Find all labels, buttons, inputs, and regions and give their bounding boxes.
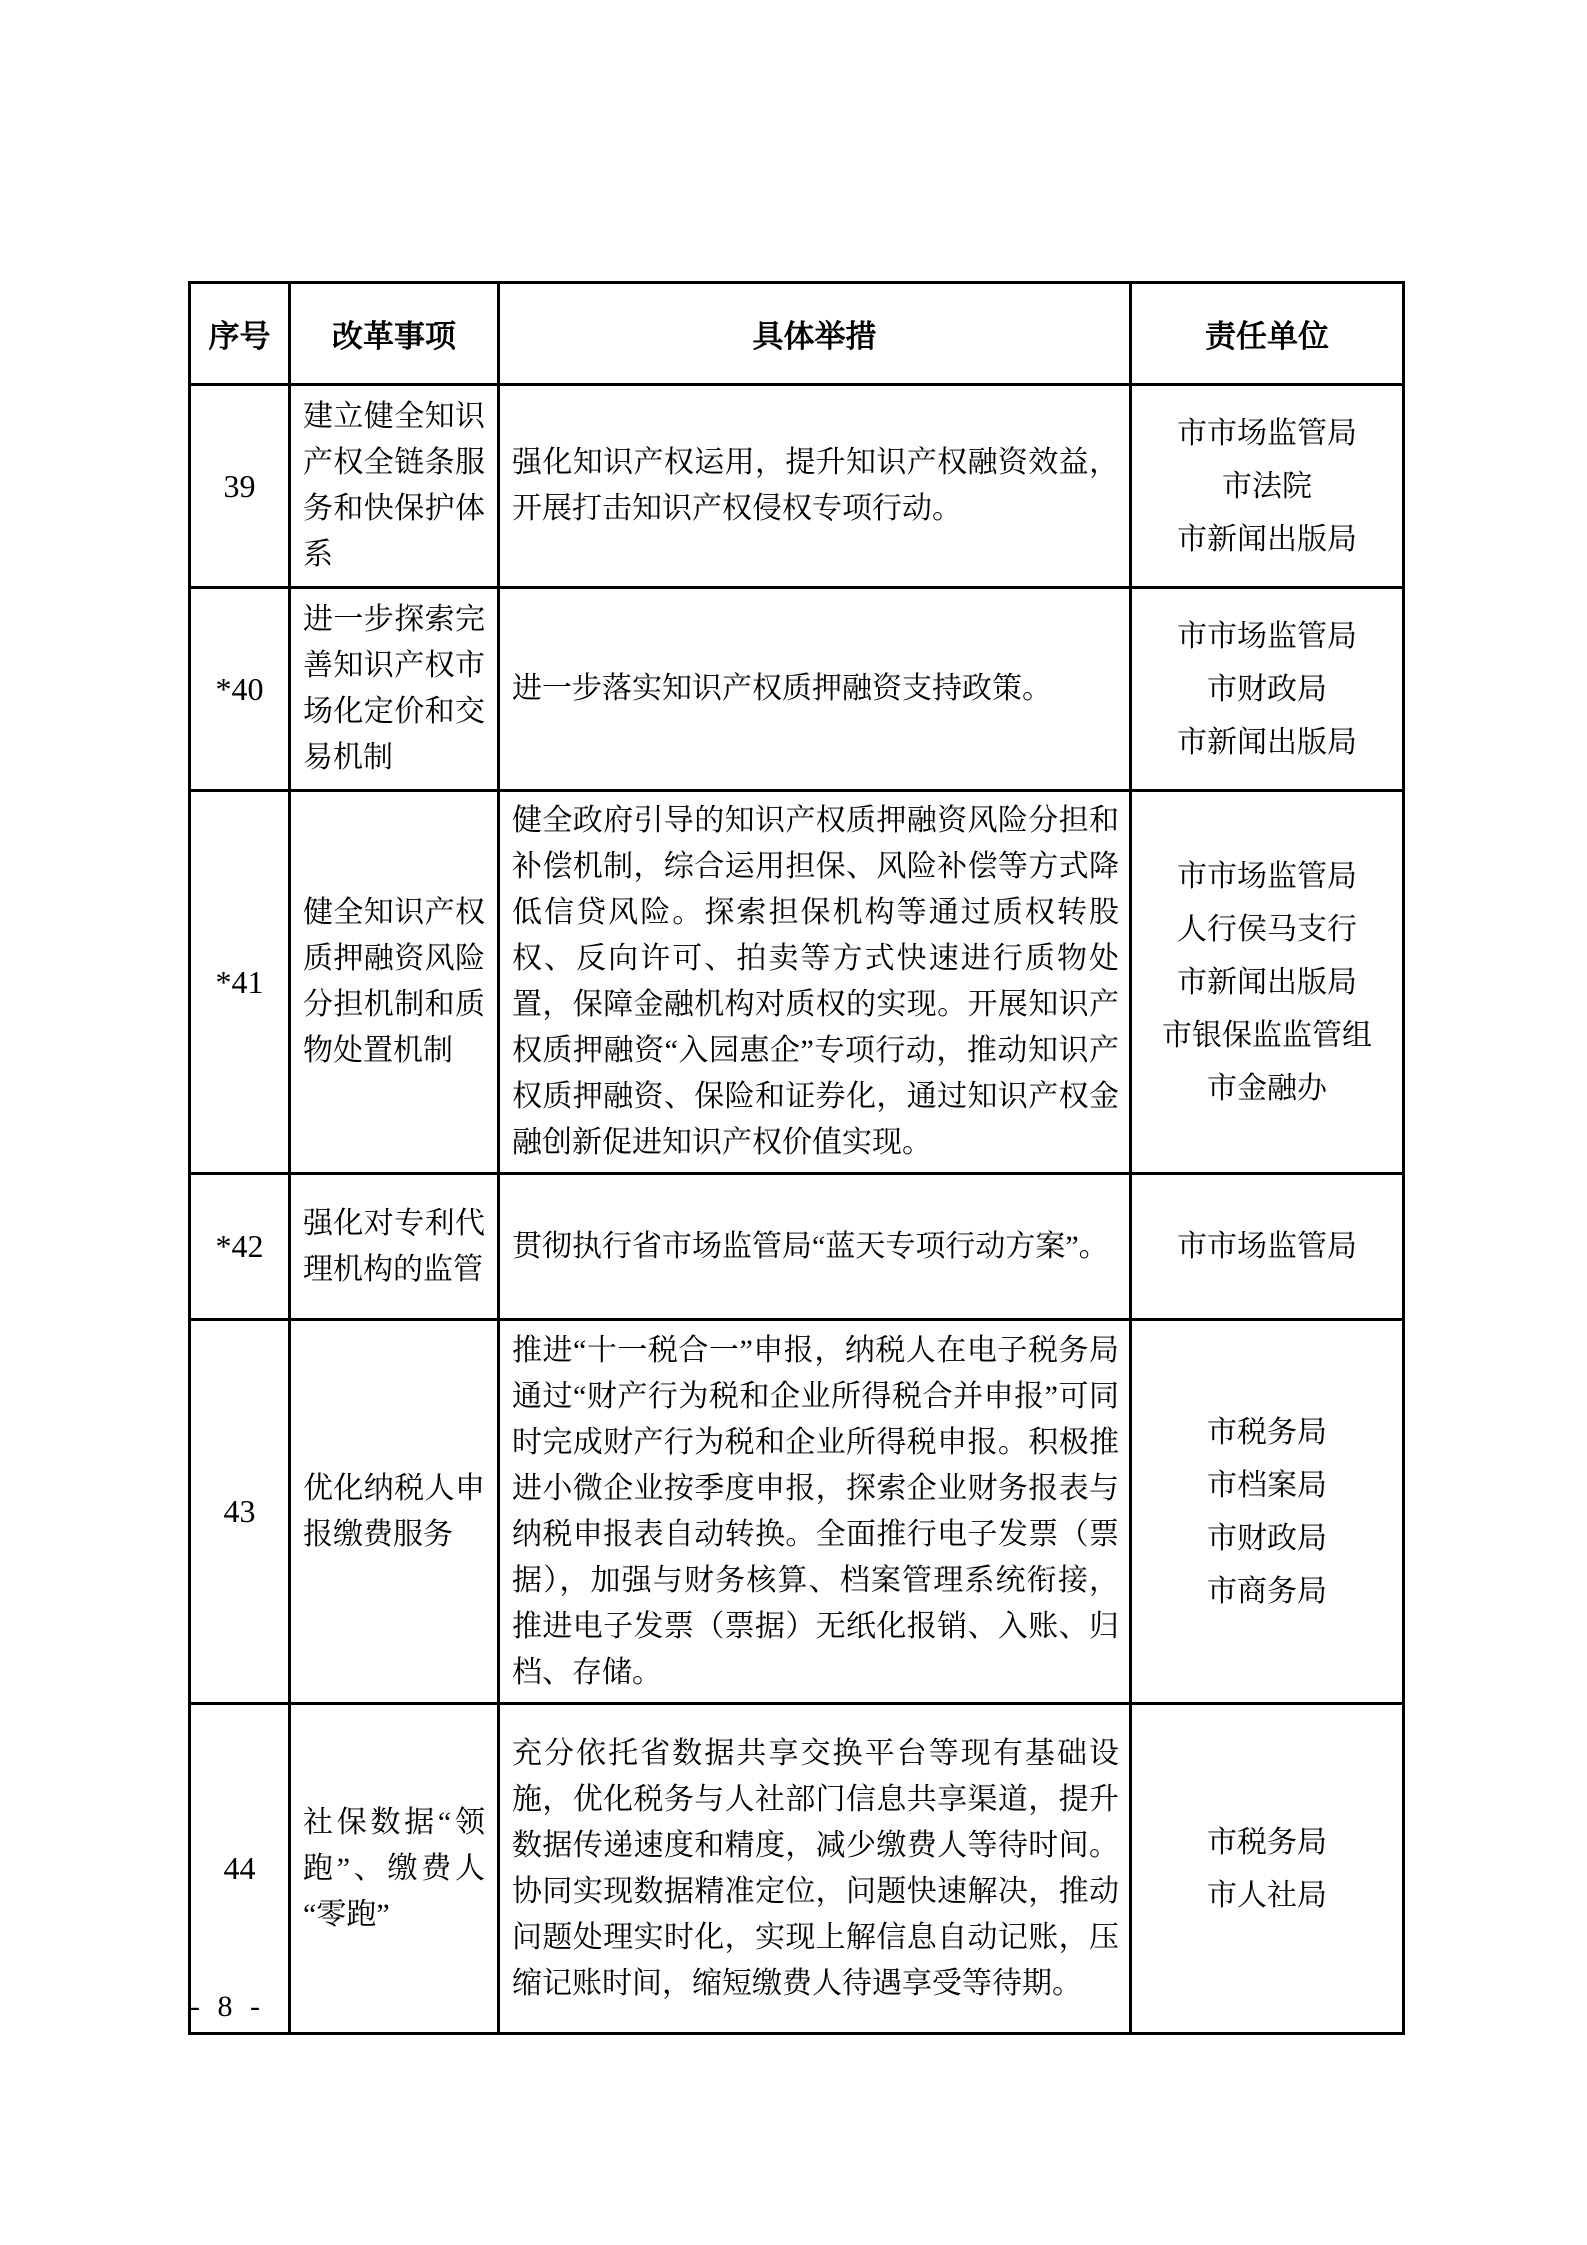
unit-cell: [1131, 1704, 1404, 2034]
unit-cell: [1131, 385, 1404, 588]
unit-line: 市金融办: [1207, 1071, 1327, 1105]
reform-item-cell: 社保数据“领跑”、缴费人“零跑”: [290, 1704, 499, 2034]
page-number: - 8 -: [190, 1990, 265, 2023]
reform-item-cell: 建立健全知识产权全链条服务和快保护体系: [290, 385, 499, 588]
unit-line: 市财政局: [1207, 1521, 1327, 1555]
measure-cell: 强化知识产权运用，提升知识产权融资效益，开展打击知识产权侵权专项行动。: [499, 385, 1131, 588]
unit-line: 市市场监管局: [1177, 859, 1357, 893]
header-reform-item: 改革事项: [290, 283, 499, 385]
unit-line: 市档案局: [1207, 1468, 1327, 1502]
unit-line: 市市场监管局: [1177, 1230, 1357, 1263]
unit-cell: [1131, 791, 1404, 1174]
serial-cell: *41: [190, 791, 290, 1174]
measure-cell: 充分依托省数据共享交换平台等现有基础设施，优化税务与人社部门信息共享渠道，提升数据传递速度和精度，减少缴费人等待时间。协同实现数据精准定位，问题快速解决，推动问题处理实时化，实现上解信息自动记账，压缩记账时间，缩短缴费人待遇享受等待期。: [499, 1704, 1131, 2034]
serial-cell: 44: [190, 1704, 290, 2034]
table-header-row: [190, 283, 1404, 385]
table-row: [190, 1704, 1404, 2034]
measure-cell: 进一步落实知识产权质押融资支持政策。: [499, 588, 1131, 791]
unit-cell: [1131, 1320, 1404, 1704]
unit-line: 市税务局: [1207, 1825, 1327, 1859]
unit-line: 市市场监管局: [1177, 619, 1357, 653]
measure-cell: 贯彻执行省市场监管局“蓝天专项行动方案”。: [499, 1174, 1131, 1320]
table-row: [190, 791, 1404, 1174]
table-row: [190, 385, 1404, 588]
reform-item-cell: 健全知识产权质押融资风险分担机制和质物处置机制: [290, 791, 499, 1174]
measure-cell: 推进“十一税合一”申报，纳税人在电子税务局通过“财产行为税和企业所得税合并申报”可同时完成财产行为税和企业所得税申报。积极推进小微企业按季度申报，探索企业财务报表与纳税申报表自动转换。全面推行电子发票（票据），加强与财务核算、档案管理系统衔接，推进电子发票（票据）无纸化报销、入账、归档、存储。: [499, 1320, 1131, 1704]
table-row: [190, 588, 1404, 791]
header-unit: 责任单位: [1131, 283, 1404, 385]
serial-cell: 39: [190, 385, 290, 588]
unit-line: 市银保监监管组: [1162, 1018, 1372, 1052]
unit-line: 市新闻出版局: [1177, 522, 1357, 556]
unit-line: 市新闻出版局: [1177, 725, 1357, 759]
serial-cell: 43: [190, 1320, 290, 1704]
unit-line: 市市场监管局: [1177, 416, 1357, 450]
unit-cell: [1131, 588, 1404, 791]
unit-line: 市人社局: [1207, 1878, 1327, 1912]
serial-cell: *42: [190, 1174, 290, 1320]
unit-line: 市财政局: [1207, 672, 1327, 706]
table-row: [190, 1174, 1404, 1320]
header-measure: 具体举措: [499, 283, 1131, 385]
reform-item-cell: 进一步探索完善知识产权市场化定价和交易机制: [290, 588, 499, 791]
unit-line: 市商务局: [1207, 1574, 1327, 1608]
unit-line: 市税务局: [1207, 1415, 1327, 1449]
unit-line: 市法院: [1222, 469, 1312, 503]
serial-cell: *40: [190, 588, 290, 791]
reform-measures-table: [188, 281, 1405, 2035]
unit-cell: [1131, 1174, 1404, 1320]
unit-line: 市新闻出版局: [1177, 965, 1357, 999]
unit-line: 人行侯马支行: [1177, 912, 1357, 946]
table-row: [190, 1320, 1404, 1704]
reform-item-cell: 优化纳税人申报缴费服务: [290, 1320, 499, 1704]
reform-item-cell: 强化对专利代理机构的监管: [290, 1174, 499, 1320]
header-serial: 序号: [190, 283, 290, 385]
measure-cell: 健全政府引导的知识产权质押融资风险分担和补偿机制，综合运用担保、风险补偿等方式降低信贷风险。探索担保机构等通过质权转股权、反向许可、拍卖等方式快速进行质物处置，保障金融机构对质权的实现。开展知识产权质押融资“入园惠企”专项行动，推动知识产权质押融资、保险和证券化，通过知识产权金融创新促进知识产权价值实现。: [499, 791, 1131, 1174]
